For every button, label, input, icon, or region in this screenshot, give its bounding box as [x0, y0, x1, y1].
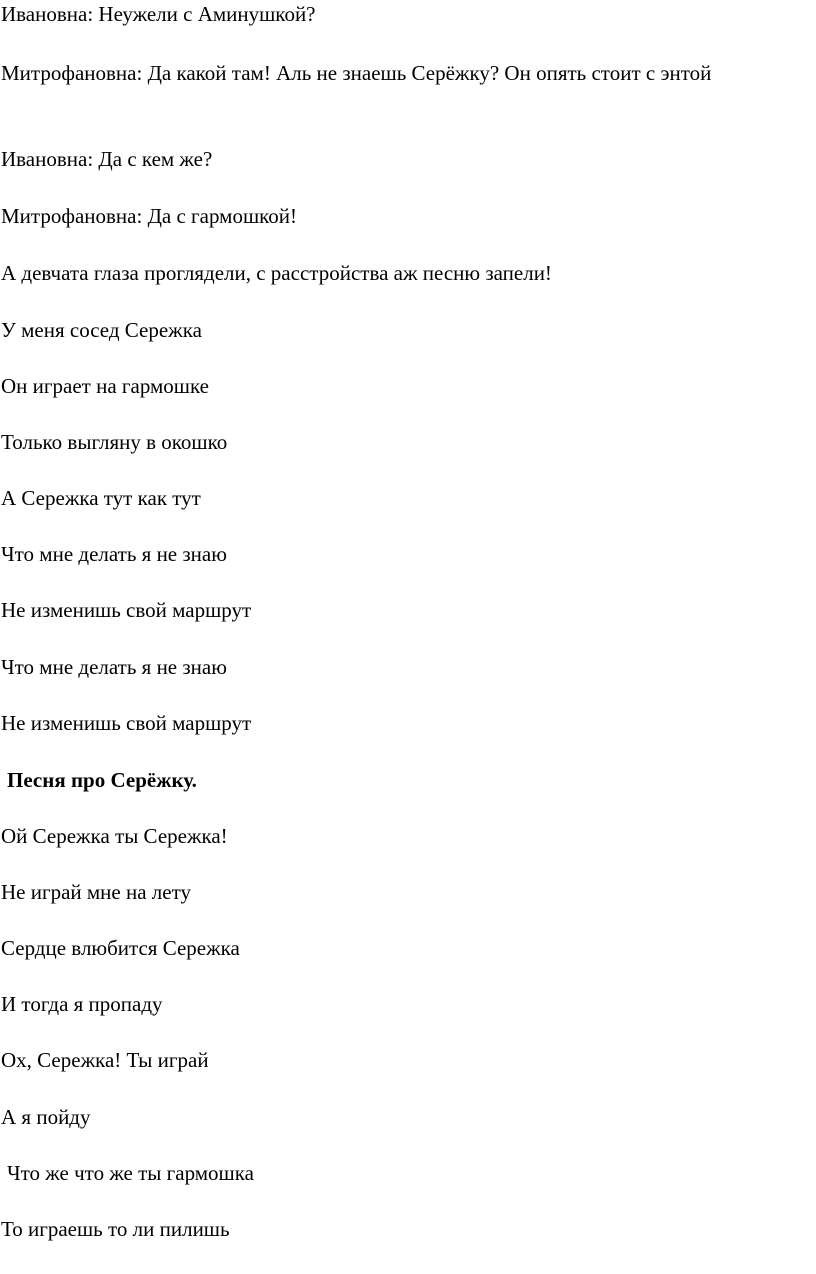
song-line: А Сережка тут как тут — [1, 486, 201, 510]
song-line: То играешь то ли пилишь — [1, 1217, 230, 1241]
song-line: Не изменишь свой маршрут — [1, 711, 252, 735]
song-line: Только выгляну в окошко — [1, 430, 228, 454]
song-line: Он играет на гармошке — [1, 374, 209, 398]
song-line: Сердце влюбится Сережка — [1, 936, 240, 960]
song-line: Не играй мне на лету — [1, 880, 192, 904]
song-line: Ох, Сережка! Ты играй — [1, 1048, 209, 1072]
song-title: Песня про Серёжку. — [7, 768, 197, 792]
dialogue-line: Митрофановна: Да какой там! Аль не знаешь Серёжку? Он опять стоит с энтой — [1, 61, 712, 85]
song-line: И тогда я пропаду — [1, 992, 163, 1016]
song-line: Ой Сережка ты Сережка! — [1, 824, 228, 848]
dialogue-line: Ивановна: Неужели с Аминушкой? — [1, 2, 316, 26]
dialogue-line: Ивановна: Да с кем же? — [1, 147, 213, 171]
narration-line: А девчата глаза проглядели, с расстройства аж песню запели! — [1, 261, 552, 285]
song-line: Не изменишь свой маршрут — [1, 598, 252, 622]
dialogue-line: Митрофановна: Да с гармошкой! — [1, 204, 297, 228]
song-line: Что мне делать я не знаю — [1, 655, 227, 679]
song-line: У меня сосед Сережка — [1, 318, 202, 342]
song-line: Что мне делать я не знаю — [1, 542, 227, 566]
song-line: А я пойду — [1, 1105, 91, 1129]
song-line: Что же что же ты гармошка — [7, 1161, 254, 1185]
